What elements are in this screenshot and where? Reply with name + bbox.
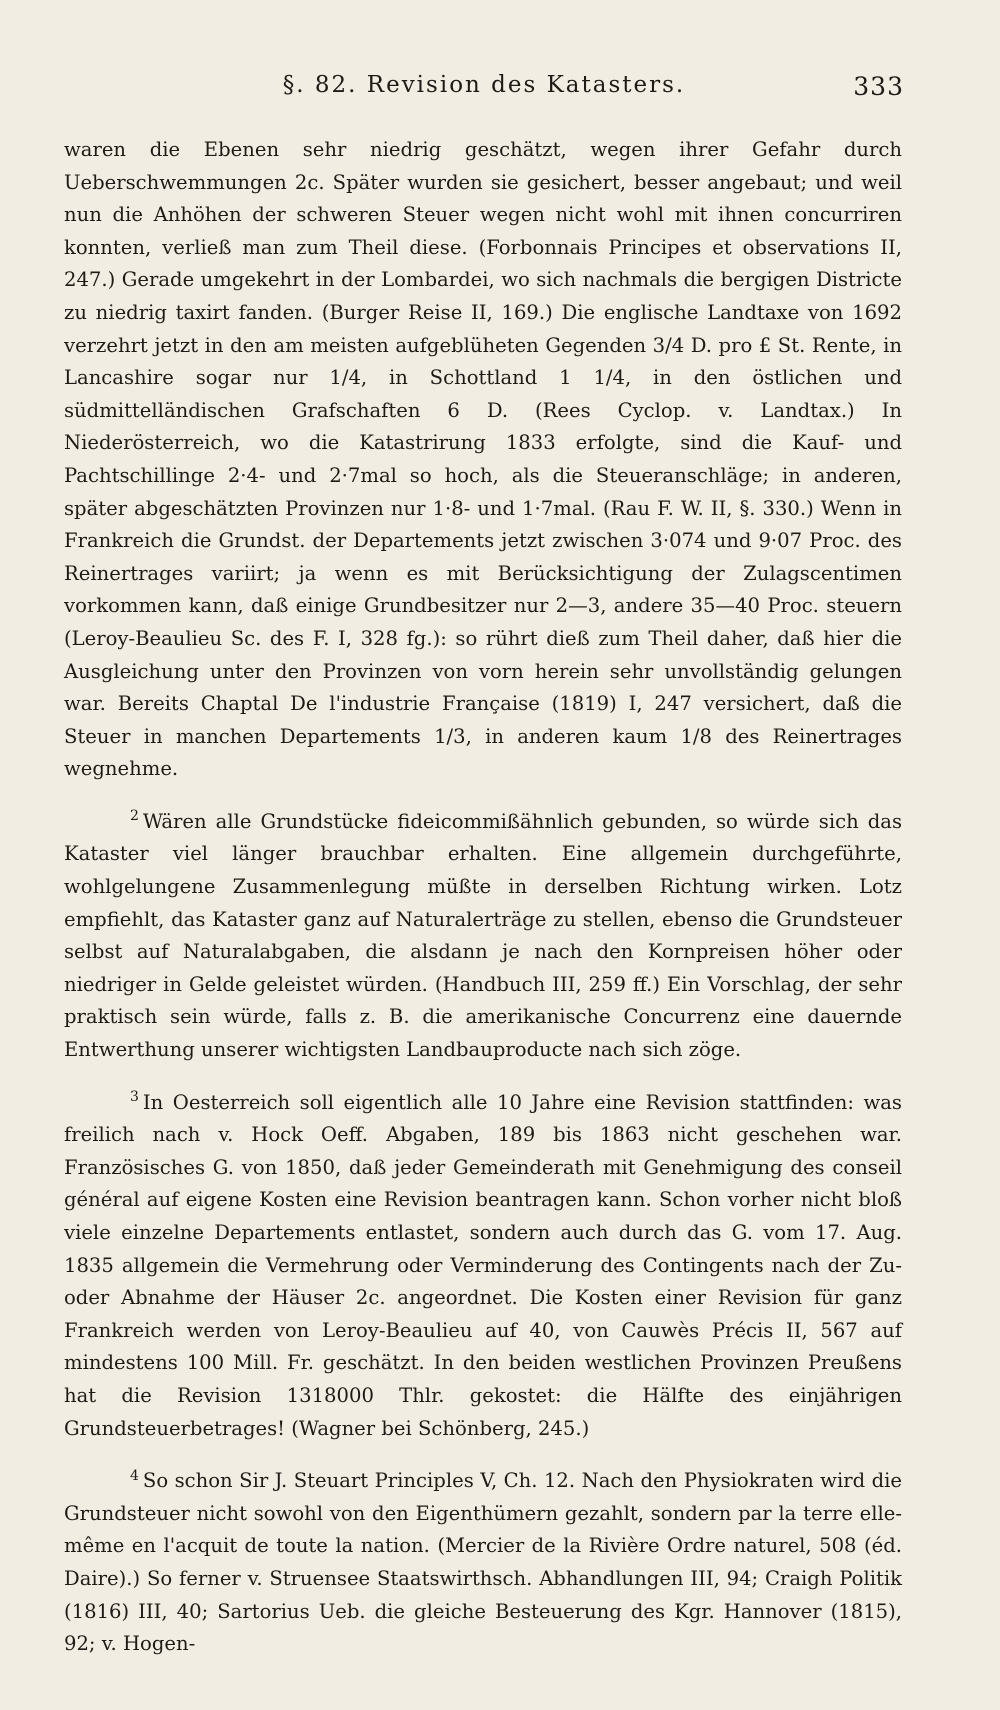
running-head [64,72,904,112]
footnote-marker: 3 [130,1089,139,1106]
section-title: §. 82. Revision des Katasters. [282,72,686,98]
footnote-text: Wären alle Grundstücke fideicommißähnlich gebunden, so würde sich das Kataster viel länger brauchbar erhalten. Eine allgemein durchgeführte, wohlgelungene Zusammenlegung müßte in derselben Richtung wirken. Lotz empfiehlt, das Kataster ganz auf Naturalerträge zu stellen, ebenso die Grundsteuer selbst auf Naturalabgaben, die alsdann je nach den Kornpreisen höher oder niedriger in Gelde geleistet würden. (Handbuch III, 259 ff.) Ein Vorschlag, der sehr praktisch sein würde, falls z. B. die amerikanische Concurrenz eine dauernde Entwerthung unserer wichtigsten Landbauproducte nach sich zöge. [64,809,902,1062]
footnote-4 [64,1465,902,1661]
footnotes-block [64,134,902,1661]
footnote-2 [64,806,902,1067]
footnote-continued [64,134,902,786]
footnote-marker: 4 [130,1467,139,1484]
footnote-marker: 2 [130,808,139,825]
footnote-text: So schon Sir J. Steuart Principles V, Ch. 12. Nach den Physiokraten wird die Grundsteuer nicht sowohl von den Eigenthümern gezahlt, sondern par la terre elle-même en l'acquit de toute la nation. (Mercier de la Rivière Ordre naturel, 508 (éd. Daire).) So ferner v. Struensee Staatswirthsch. Abhandlungen III, 94; Craigh Politik (1816) III, 40; Sartorius Ueb. die gleiche Besteuerung des Kgr. Hannover (1815), 92; v. Hogen- [64,1469,902,1656]
footnote-text: In Oesterreich soll eigentlich alle 10 Jahre eine Revision stattfinden: was freilich nach v. Hock Oeff. Abgaben, 189 bis 1863 nicht geschehen war. Französisches G. von 1850, daß jeder Gemeinderath mit Genehmigung des conseil général auf eigene Kosten eine Revision beantragen kann. Schon vorher nicht bloß viele einzelne Departements entlastet, sondern auch durch das G. vom 17. Aug. 1835 allgemein die Vermehrung oder Verminderung des Contingents nach der Zu- oder Abnahme der Häuser 2c. angeordnet. Die Kosten einer Revision für ganz Frankreich werden von Leroy-Beaulieu auf 40, von Cauwès Précis II, 567 auf mindestens 100 Mill. Fr. geschätzt. In den beiden westlichen Provinzen Preußens hat die Revision 1318000 Thlr. gekostet: die Hälfte des einjährigen Grundsteuerbetrages! (Wagner bei Schönberg, 245.) [64,1090,902,1440]
page-number: 333 [853,72,904,101]
footnote-3 [64,1087,902,1446]
footnote-text: waren die Ebenen sehr niedrig geschätzt, wegen ihrer Gefahr durch Ueberschwemmungen 2c. Später wurden sie gesichert, besser angebaut; und weil nun die Anhöhen der schweren Steuer wegen nicht wohl mit ihnen concurriren konnten, verließ man zum Theil diese. (Forbonnais Principes et observations II, 247.) Gerade umgekehrt in der Lombardei, wo sich nachmals die bergigen Districte zu niedrig taxirt fanden. (Burger Reise II, 169.) Die englische Landtaxe von 1692 verzehrt jetzt in den am meisten aufgeblüheten Gegenden 3/4 D. pro £ St. Rente, in Lancashire sogar nur 1/4, in Schottland 1 1/4, in den östlichen und südmittelländischen Grafschaften 6 D. (Rees Cyclop. v. Landtax.) In Niederösterreich, wo die Katastrirung 1833 erfolgte, sind die Kauf- und Pachtschillinge 2·4- und 2·7mal so hoch, als die Steueranschläge; in anderen, später abgeschätzten Provinzen nur 1·8- und 1·7mal. (Rau F. W. II, §. 330.) Wenn in Frankreich die Grundst. der Departements jetzt zwischen 3·074 und 9·07 Proc. des Reinertrages variirt; ja wenn es mit Berücksichtigung der Zulagscentimen vorkommen kann, daß einige Grundbesitzer nur 2—3, andere 35—40 Proc. steuern (Leroy-Beaulieu Sc. des F. I, 328 fg.): so rührt dieß zum Theil daher, daß hier die Ausgleichung unter den Provinzen von vorn herein sehr unvollständig gelungen war. Bereits Chaptal De l'industrie Française (1819) I, 247 versichert, daß die Steuer in manchen Departements 1/3, in anderen kaum 1/8 des Reinertrages wegnehme. [64,138,902,781]
